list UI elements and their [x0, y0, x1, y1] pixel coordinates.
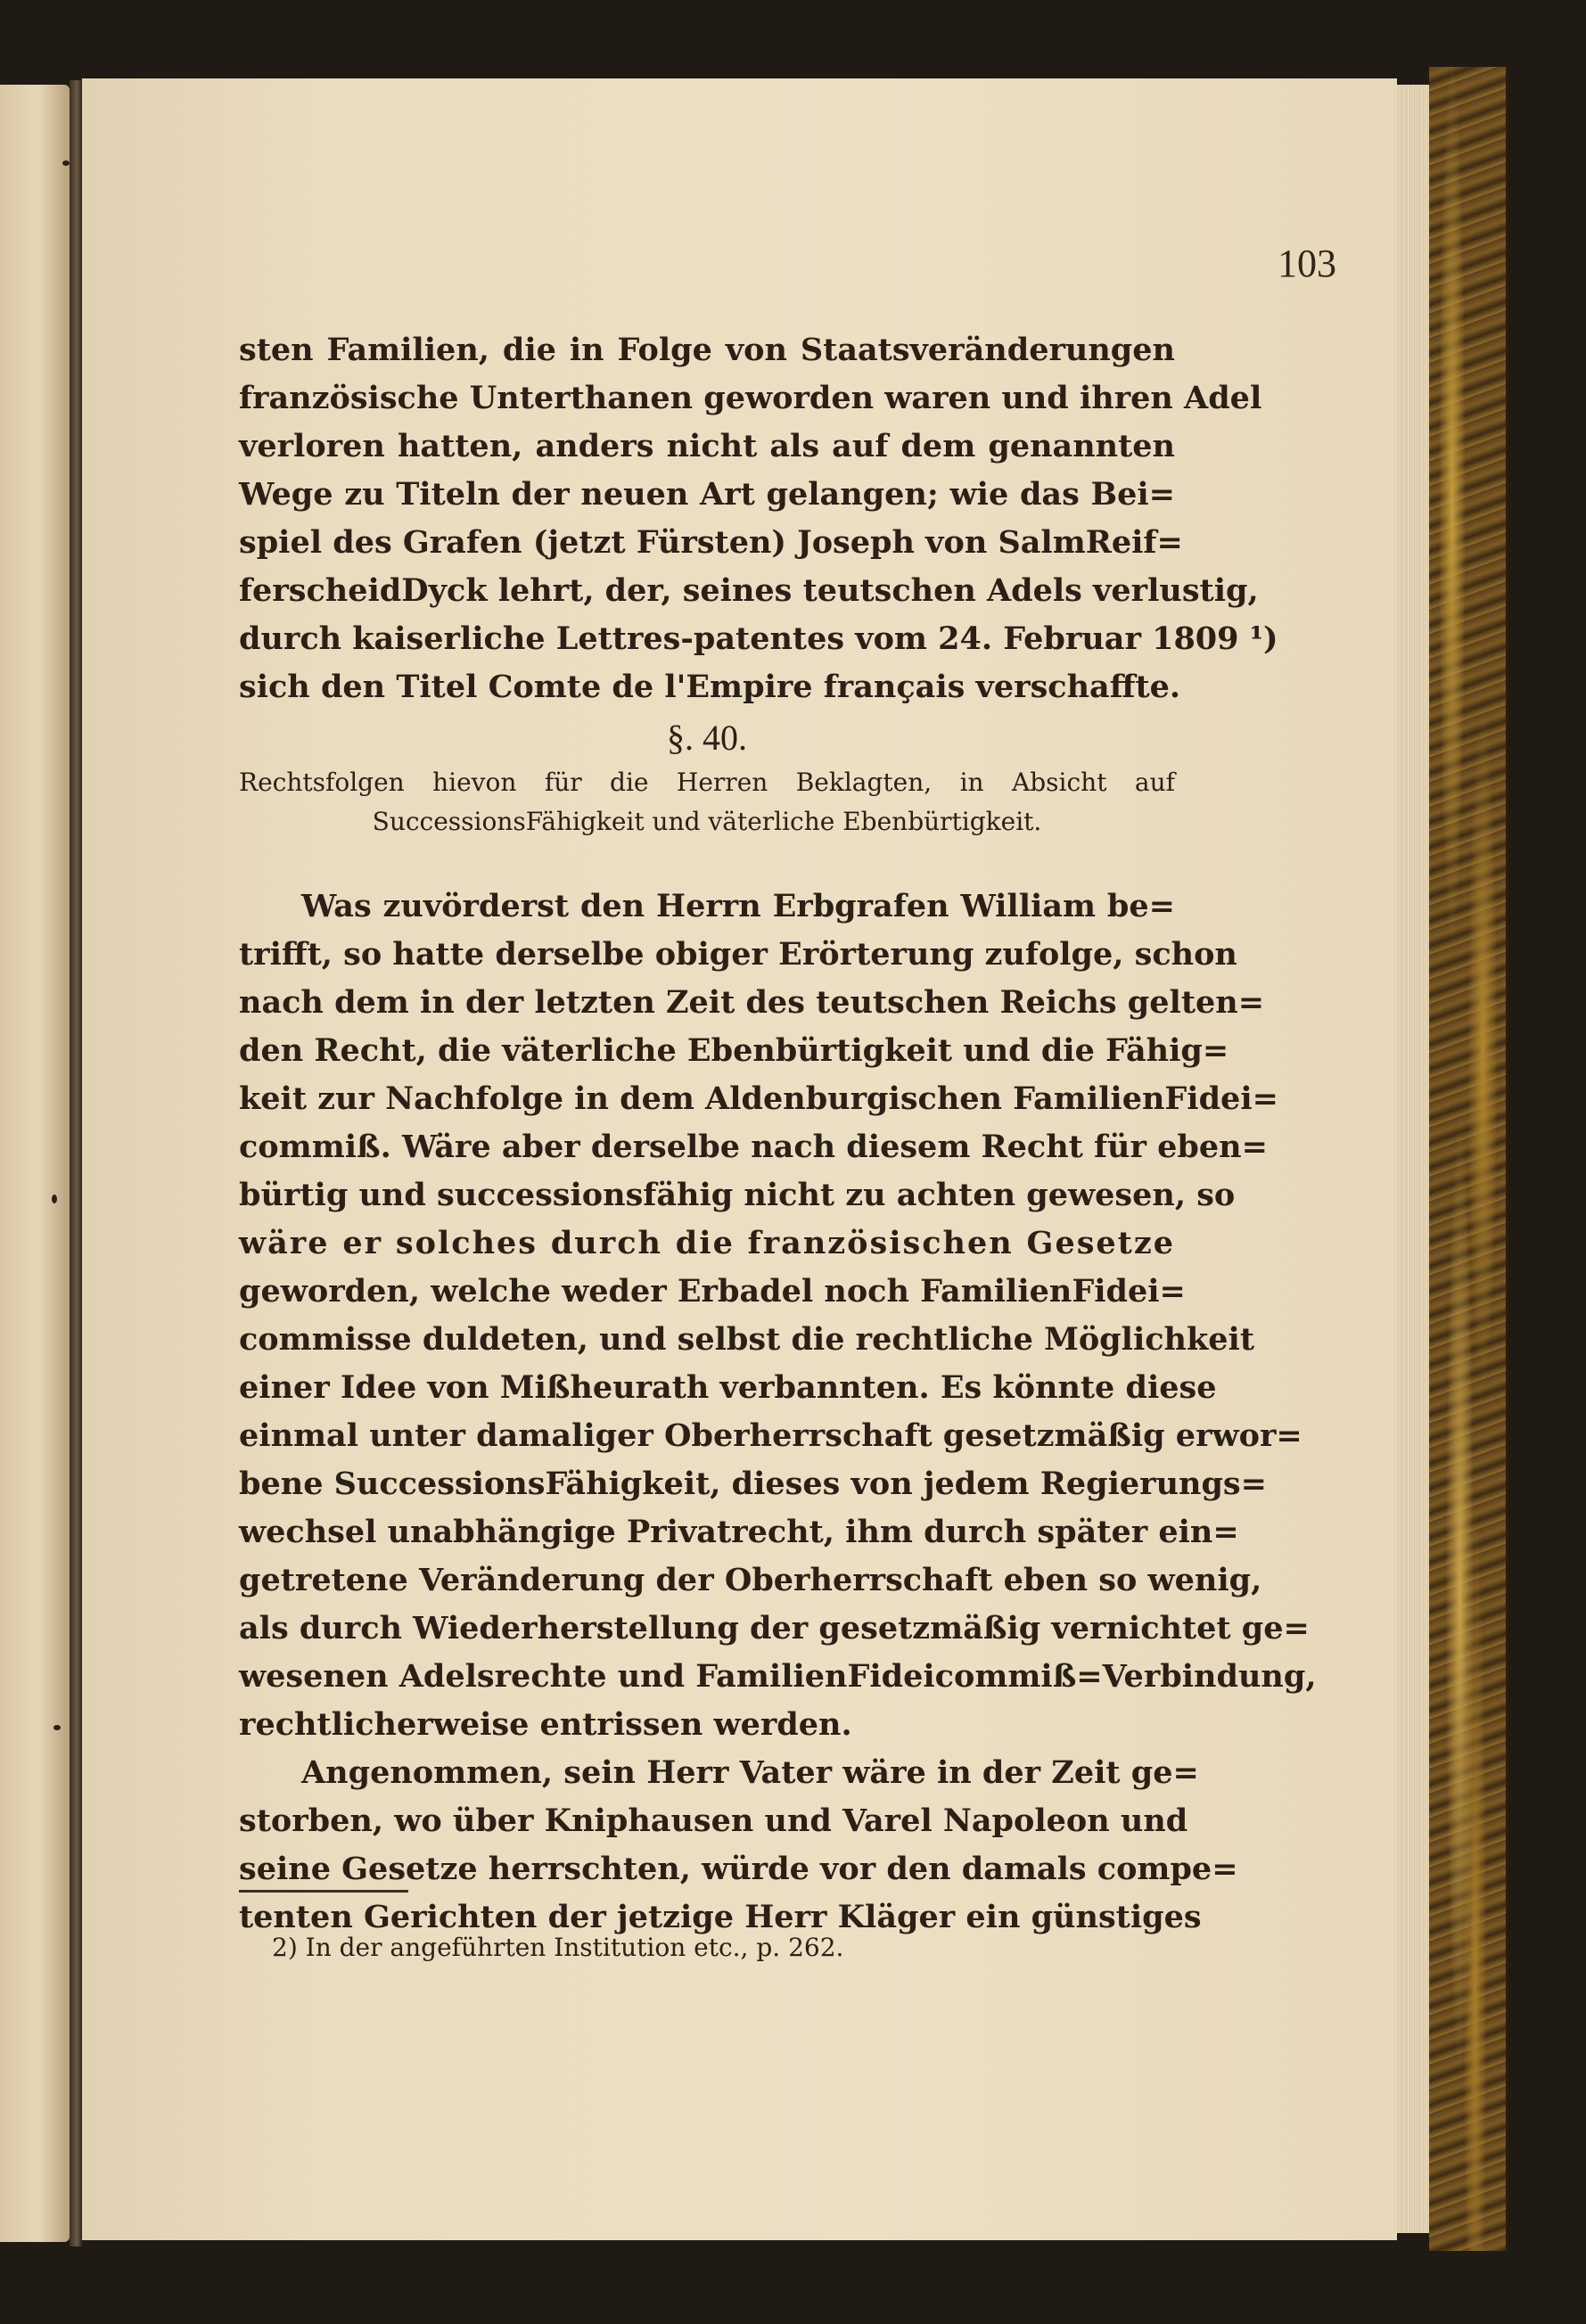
- text-line: trifft, so hatte derselbe obiger Erörterung zufolge, schon: [239, 936, 1237, 973]
- ink-speck: [52, 1195, 57, 1203]
- text-line: durch kaiserliche Lettres-patentes vom 24. Februar 1809 ¹): [239, 620, 1278, 657]
- text-line: französische Unterthanen geworden waren und ihren Adel: [239, 380, 1262, 416]
- text-line: wesenen Adelsrechte und FamilienFideicommiß=Verbindung,: [239, 1658, 1317, 1695]
- text-line: commisse duldeten, und selbst die rechtliche Möglichkeit: [239, 1321, 1254, 1358]
- text-line: den Recht, die väterliche Ebenbürtigkeit und die Fähig=: [239, 1032, 1229, 1069]
- body-paragraphs: [239, 883, 1317, 1942]
- section-heading: [239, 713, 1175, 842]
- text-line: commiß. Wäre aber derselbe nach diesem Recht für eben=: [239, 1129, 1268, 1165]
- text-line: geworden, welche weder Erbadel noch FamilienFidei=: [239, 1273, 1186, 1310]
- text-line: Wege zu Titeln der neuen Art gelangen; wie das Bei=: [239, 476, 1175, 513]
- text-line: spiel des Grafen (jetzt Fürsten) Joseph von SalmReif=: [239, 524, 1183, 561]
- text-line: verloren hatten, anders nicht als auf dem genannten: [239, 428, 1175, 464]
- text-line: rechtlicherweise entrissen werden.: [239, 1706, 852, 1743]
- text-line: keit zur Nachfolge in dem Aldenburgischen FamilienFidei=: [239, 1080, 1278, 1117]
- text-line: tenten Gerichten der jetzige Herr Kläger ein günstiges: [239, 1899, 1202, 1935]
- text-line: als durch Wiederherstellung der gesetzmäßig vernichtet ge=: [239, 1610, 1310, 1647]
- text-line: wäre er solches durch die französischen Gesetze: [239, 1225, 1175, 1261]
- left-page-edge: [0, 85, 70, 2242]
- text-line: seine Gesetze herrschten, würde vor den damals compe=: [239, 1851, 1238, 1887]
- footnote-rule: [239, 1890, 408, 1893]
- ink-speck: [53, 1725, 61, 1730]
- text-line: einer Idee von Mißheurath verbannten. Es könnte diese: [239, 1369, 1217, 1406]
- section-title: [239, 763, 1175, 842]
- text-line: bene SuccessionsFähigkeit, dieses von jedem Regierungs=: [239, 1466, 1267, 1502]
- text-line: Was zuvörderst den Herrn Erbgrafen William be=: [301, 888, 1175, 924]
- page-number: 103: [1278, 242, 1336, 285]
- text-line: wechsel unabhängige Privatrecht, ihm durch später ein=: [239, 1514, 1239, 1550]
- section-title-line: Rechtsfolgen hievon für die Herren Beklagten, in Absicht auf: [239, 768, 1175, 797]
- text-line: nach dem in der letzten Zeit des teutschen Reichs gelten=: [239, 984, 1265, 1021]
- section-number: §. 40.: [667, 718, 747, 758]
- text-line: getretene Veränderung der Oberherrschaft eben so wenig,: [239, 1562, 1262, 1598]
- top-paragraph: [239, 326, 1278, 711]
- text-line: sich den Titel Comte de l'Empire français verschaffte.: [239, 669, 1181, 705]
- page-stack-edge: [1397, 85, 1431, 2233]
- section-title-line: SuccessionsFähigkeit und väterliche Ebenbürtigkeit.: [372, 807, 1042, 836]
- book-gutter: [70, 80, 82, 2246]
- text-line: storben, wo über Kniphausen und Varel Napoleon und: [239, 1803, 1188, 1839]
- text-line: sten Familien, die in Folge von Staatsveränderungen: [239, 332, 1175, 368]
- marbled-cover: [1429, 67, 1508, 2251]
- text-line: bürtig und successionsfähig nicht zu achten gewesen, so: [239, 1177, 1236, 1213]
- ink-speck: [62, 160, 70, 166]
- footnote: 2) In der angeführten Institution etc., p. 262.: [272, 1933, 844, 1962]
- text-line: ferscheidDyck lehrt, der, seines teutschen Adels verlustig,: [239, 572, 1259, 609]
- text-line: Angenommen, sein Herr Vater wäre in der Zeit ge=: [301, 1754, 1199, 1791]
- text-line: einmal unter damaliger Oberherrschaft gesetzmäßig erwor=: [239, 1417, 1302, 1454]
